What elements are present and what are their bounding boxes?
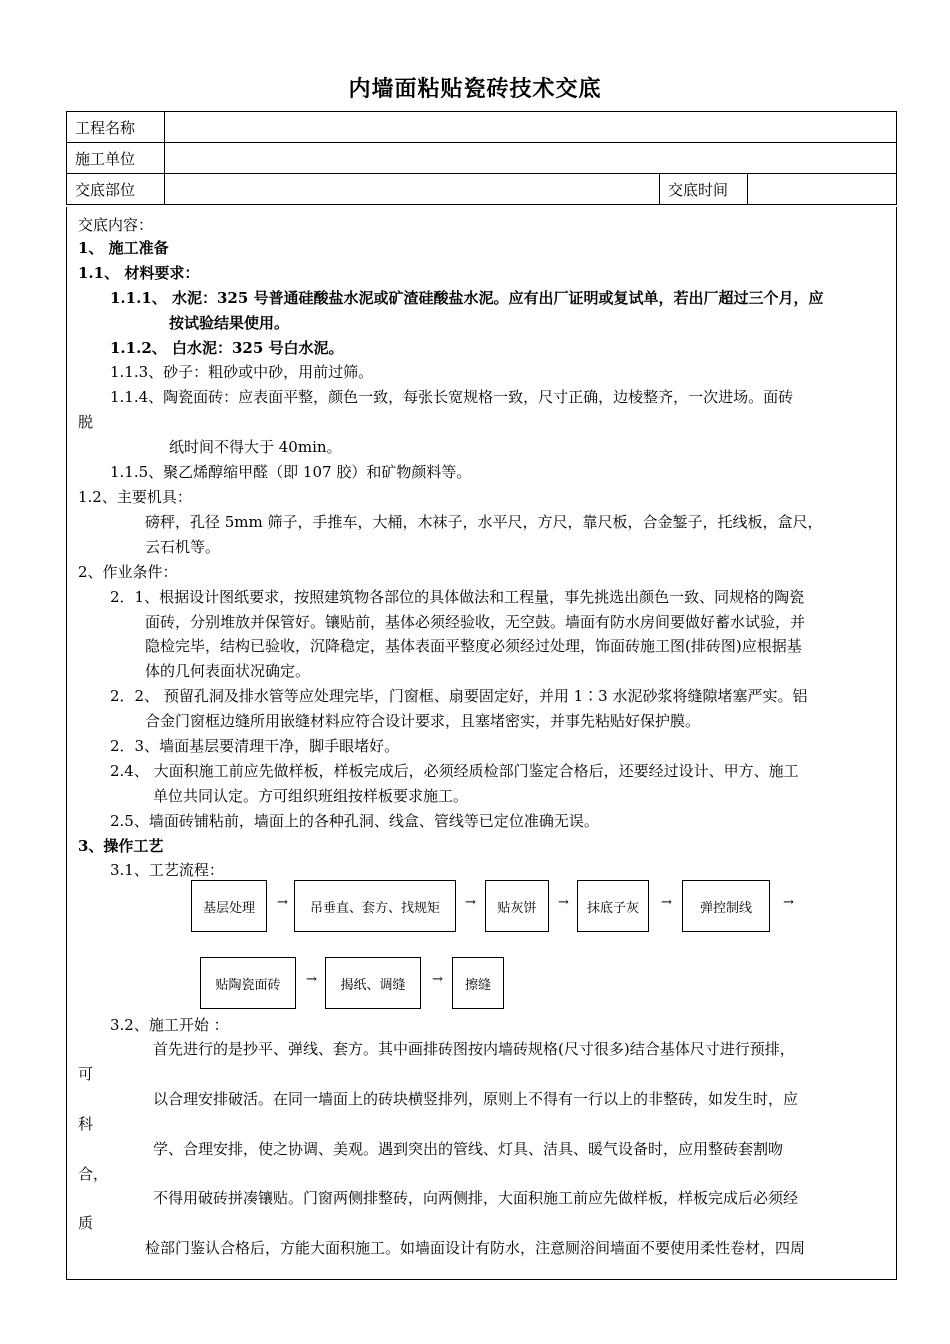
construction-unit-label: 施工单位 bbox=[67, 143, 165, 174]
page-title: 内墙面粘贴瓷砖技术交底 bbox=[348, 76, 602, 102]
item-2-5: 2.5、墙面砖铺粘前，墙面上的各种孔洞、线盒、管线等已定位准确无误。 bbox=[110, 812, 599, 830]
header-table bbox=[66, 111, 897, 205]
paragraph-wrap-2: 科 bbox=[78, 1115, 94, 1133]
flow-step-control-line: 弹控制线 bbox=[682, 880, 770, 932]
tools-list-cont: 云石机等。 bbox=[145, 538, 221, 556]
paragraph-line-1: 首先进行的是抄平、弹线、套方。其中画排砖图按内墙砖规格(尺寸很多)结合基体尺寸进行预排， bbox=[153, 1040, 795, 1058]
flow-step-ash-cake: 贴灰饼 bbox=[485, 880, 549, 932]
flow-arrow: → bbox=[306, 972, 317, 987]
flow-step-peel-adjust: 揭纸、调缝 bbox=[325, 957, 421, 1009]
paragraph-line-3: 学、合理安排，使之协调、美观。遇到突出的管线、灯具、洁具、暖气设备时，应用整砖套割吻 bbox=[153, 1140, 784, 1158]
paragraph-line-4: 不得用破砖拼凑镶贴。门窗两侧排整砖，向两侧排，大面积施工前应先做样板，样板完成后必须经 bbox=[153, 1189, 799, 1207]
item-2-2-line2: 合金门窗框边缝所用嵌缝材料应符合设计要求，且塞堵密实，并事先粘贴好保护膜。 bbox=[145, 712, 701, 730]
section-1-heading: 1、 施工准备 bbox=[78, 239, 169, 257]
section-2-heading: 2、作业条件： bbox=[78, 563, 178, 581]
construction-unit-value bbox=[165, 143, 897, 174]
section-3-2-heading: 3.2、施工开始 ： bbox=[110, 1016, 229, 1034]
handover-part-value bbox=[165, 174, 660, 205]
paragraph-wrap-4: 质 bbox=[78, 1214, 94, 1232]
item-2-2: 2．2、 预留孔洞及排水管等应处理完毕，门窗框、扇要固定好，并用 1∶3 水泥砂浆将缝隙堵塞严实。铝 bbox=[110, 687, 808, 705]
flow-step-base-coat: 抹底子灰 bbox=[577, 880, 649, 932]
flow-arrow: → bbox=[432, 972, 443, 987]
section-1-2-heading: 1.2、主要机具： bbox=[78, 488, 192, 506]
item-2-3: 2．3、墙面基层要清理干净，脚手眼堵好。 bbox=[110, 737, 400, 755]
project-name-value bbox=[165, 112, 897, 143]
item-1-1-1-cont: 按试验结果使用。 bbox=[169, 314, 290, 332]
section-3-heading: 3、操作工艺 bbox=[78, 837, 164, 855]
item-1-1-4: 1.1.4、陶瓷面砖：应表面平整，颜色一致，每张长宽规格一致，尺寸正确，边棱整齐，一次进场。面砖 bbox=[110, 388, 794, 406]
tools-list: 磅秤，孔径 5mm 筛子，手推车，大桶，木袜子，水平尺，方尺，靠尺板，合金錾子，托线板，盒尺， bbox=[145, 513, 823, 531]
paragraph-wrap-1: 可 bbox=[78, 1065, 94, 1083]
flow-arrow: → bbox=[465, 895, 476, 910]
content-intro: 交底内容： bbox=[78, 216, 154, 234]
flow-step-grouting: 擦缝 bbox=[452, 957, 504, 1009]
flow-step-plumb-square: 吊垂直、套方、找规矩 bbox=[294, 880, 456, 932]
section-3-1-heading: 3.1、工艺流程： bbox=[110, 861, 224, 879]
flow-arrow: → bbox=[558, 895, 569, 910]
item-1-1-2: 1.1.2、 白水泥：325 号白水泥。 bbox=[110, 339, 344, 357]
item-1-1-3: 1.1.3、砂子：粗砂或中砂，用前过筛。 bbox=[110, 363, 374, 381]
handover-time-label: 交底时间 bbox=[660, 174, 748, 205]
flow-step-base-treatment: 基层处理 bbox=[191, 880, 267, 932]
handover-part-label: 交底部位 bbox=[67, 174, 165, 205]
item-2-1-line4: 体的几何表面状况确定。 bbox=[145, 662, 311, 680]
flow-arrow: → bbox=[661, 895, 672, 910]
item-2-1: 2．1、根据设计图纸要求，按照建筑物各部位的具体做法和工程量，事先挑选出颜色一致、同规格的陶瓷 bbox=[110, 588, 805, 606]
item-2-4-line2: 单位共同认定。方可组织班组按样板要求施工。 bbox=[153, 787, 469, 805]
item-1-1-5: 1.1.5、聚乙烯醇缩甲醛（即 107 胶）和矿物颜料等。 bbox=[110, 463, 472, 481]
flow-step-tile-laying: 贴陶瓷面砖 bbox=[200, 957, 296, 1009]
flow-arrow: → bbox=[277, 895, 288, 910]
paragraph-line-5: 检部门鉴认合格后，方能大面积施工。如墙面设计有防水，注意厕浴间墙面不要使用柔性卷材，四周 bbox=[145, 1239, 806, 1257]
item-1-1-1: 1.1.1、 水泥：325 号普通硅酸盐水泥或矿渣硅酸盐水泥。应有出厂证明或复试单，若出厂超过三个月，应 bbox=[110, 289, 824, 307]
paragraph-wrap-3: 合， bbox=[78, 1165, 109, 1183]
project-name-label: 工程名称 bbox=[67, 112, 165, 143]
flow-arrow: → bbox=[783, 895, 794, 910]
section-1-1-heading: 1.1、 材料要求： bbox=[78, 264, 200, 282]
paragraph-line-2: 以合理安排破活。在同一墙面上的砖块横竖排列，原则上不得有一行以上的非整砖，如发生时，应 bbox=[153, 1090, 799, 1108]
item-1-1-4-wrap: 脱 bbox=[78, 413, 94, 431]
item-1-1-4-cont: 纸时间不得大于 40min。 bbox=[169, 438, 342, 456]
item-2-1-line3: 隐检完毕，结构已验收，沉降稳定，基体表面平整度必须经过处理，饰面砖施工图(排砖图)应根据基 bbox=[145, 637, 802, 655]
item-2-1-line2: 面砖，分别堆放并保管好。镶贴前，基体必须经验收，无空鼓。墙面有防水房间要做好蓄水试验，并 bbox=[145, 613, 806, 631]
handover-time-value bbox=[748, 174, 897, 205]
content-area bbox=[66, 207, 897, 1280]
item-2-4: 2.4、 大面积施工前应先做样板，样板完成后，必须经质检部门鉴定合格后，还要经过设计、甲方、施工 bbox=[110, 762, 799, 780]
